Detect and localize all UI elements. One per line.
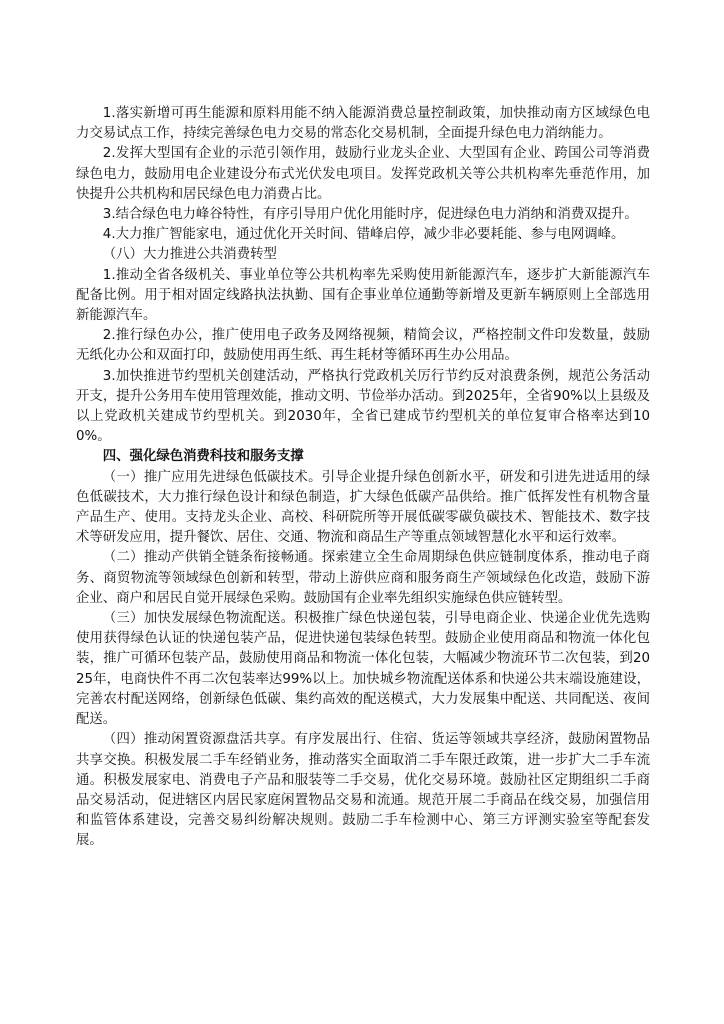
paragraph-green-office: 2.推行绿色办公，推广使用电子政务及网络视频，精简会议，严格控制文件印发数量，鼓励无纸化办公和双面打印，鼓励使用再生纸、再生耗材等循环再生办公用品。 (76, 328, 650, 364)
paragraph-state-enterprise-demonstration: 2.发挥大型国有企业的示范引领作用，鼓励行业龙头企业、大型国有企业、跨国公司等消费绿色电力，鼓励用电企业建设分布式光伏发电项目。发挥党政机关等公共机构率先垂范作用，加快提升公共机构和居民绿色电力消费占比。 (76, 146, 650, 202)
paragraph-frugal-agencies: 3.加快推进节约型机关创建活动，严格执行党政机关厉行节约反对浪费条例，规范公务活动开支，提升公务用车使用管理效能，推动文明、节俭举办活动。到2025年，全省90%以上县级及以上党政机关建成节约型机关。到2030年，全省已建成节约型机关的单位复审合格率达到100%。 (76, 368, 650, 445)
document-body (76, 104, 650, 852)
subsection-heading-public-consumption: （八）大力推进公共消费转型 (102, 247, 277, 263)
paragraph-supply-chain: （二）推动产供销全链条衔接畅通。探索建立全生命周期绿色供应链制度体系，推动电子商务、商贸物流等领域绿色创新和转型，带动上游供应商和服务商生产领域绿色化改造，鼓励下游企业、商户和居民自觉开展绿色采购。鼓励国有企业率先组织实施绿色供应链转型。 (76, 550, 650, 606)
section-heading-four: 四、强化绿色消费科技和服务支撑 (102, 449, 304, 465)
paragraph-new-energy-vehicles: 1.推动全省各级机关、事业单位等公共机构率先采购使用新能源汽车，逐步扩大新能源汽车配备比例。用于相对固定线路执法执勤、国有企事业单位通勤等新增及更新车辆原则上全部选用新能源汽车。 (76, 267, 650, 324)
paragraph-low-carbon-technology: （一）推广应用先进绿色低碳技术。引导企业提升绿色创新水平，研发和引进先进适用的绿色低碳技术，大力推行绿色设计和绿色制造，扩大绿色低碳产品供给。推广低挥发性有机物含量产品生产、使用。支持龙头企业、高校、科研院所等开展低碳零碳负碳技术、智能技术、数字技术等研发应用，提升餐饮、居住、交通、物流和商品生产等重点领域智慧化水平和运行效率。 (76, 469, 650, 546)
paragraph-green-power-trading: 1.落实新增可再生能源和原料用能不纳入能源消费总量控制政策，加快推动南方区域绿色电力交易试点工作，持续完善绿色电力交易的常态化交易机制，全面提升绿色电力消纳能力。 (76, 106, 650, 142)
paragraph-smart-appliances: 4.大力推广智能家电，通过优化开关时间、错峰启停，减少非必要耗能、参与电网调峰。 (102, 227, 625, 243)
paragraph-idle-resource-sharing: （四）推动闲置资源盘活共享。有序发展出行、住宿、货运等领域共享经济，鼓励闲置物品共享交换。积极发展二手车经销业务，推动落实全面取消二手车限迁政策，进一步扩大二手车流通。积极发展家电、消费电子产品和服装等二手交易，优化交易环境。鼓励社区定期组织二手商品交易活动，促进辖区内居民家庭闲置物品交易和流通。规范开展二手商品在线交易，加强信用和监管体系建设，完善交易纠纷解决规则。鼓励二手车检测中心、第三方评测实验室等配套发展。 (76, 732, 650, 849)
paragraph-green-logistics: （三）加快发展绿色物流配送。积极推广绿色快递包装，引导电商企业、快递企业优先选购使用获得绿色认证的快递包装产品，促进快递包装绿色转型。鼓励企业使用商品和物流一体化包装，推广可循环包装产品，鼓励使用商品和物流一体化包装，大幅减少物流环节二次包装，到2025年，电商快件不再二次包装率达99%以上。加快城乡物流配送体系和快递公共末端设施建设，完善农村配送网络，创新绿色低碳、集约高效的配送模式，大力发展集中配送、共同配送、夜间配送。 (76, 611, 650, 728)
paragraph-peak-valley: 3.结合绿色电力峰谷特性，有序引导用户优化用能时序，促进绿色电力消纳和消费双提升。 (102, 207, 638, 223)
